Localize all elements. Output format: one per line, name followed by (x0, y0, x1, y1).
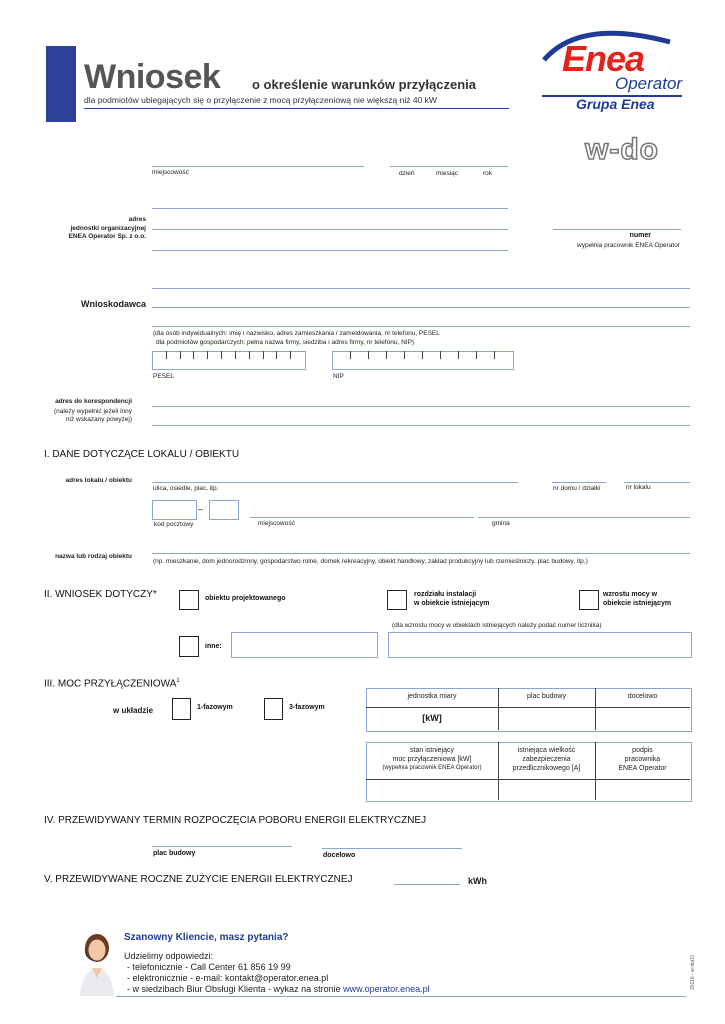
meter-number-note: (dla wzrostu mocy w obiektach istniejących należy podać numer licznika) (392, 622, 602, 629)
correspondence-label: adres do korespondencji (55, 398, 132, 405)
object-type-label: nazwa lub rodzaj obiektu (55, 553, 132, 560)
flat-label: nr lokalu (626, 484, 651, 491)
footer-heading: Szanowny Kliencie, masz pytania? (124, 932, 289, 943)
place-line[interactable] (152, 166, 364, 167)
page-title: Wniosek (84, 58, 221, 96)
fuse-header: istniejąca wielkość zabezpieczenia przedlicznikowego [A] (512, 747, 581, 772)
existing-power-header: stan istniejący moc przyłączeniowa [kW] (wypełnia pracownik ENEA Operator) (382, 747, 482, 771)
consumption-line[interactable] (394, 884, 460, 885)
digit-tick (476, 351, 477, 359)
existing-table-rule (366, 779, 690, 780)
month-label: miesiąc (436, 170, 459, 177)
side-code: 20110 - w-do(1) (690, 955, 696, 990)
digit-tick (180, 351, 181, 359)
applicant-line-3[interactable] (152, 326, 690, 327)
power-target-input[interactable] (597, 709, 689, 729)
object-type-line[interactable] (152, 553, 690, 554)
house-line[interactable] (552, 482, 606, 483)
consultant-photo-icon (78, 930, 116, 996)
day-label: dzień (399, 170, 415, 177)
form-code: w-do (585, 133, 659, 166)
logo-main: Enea (562, 38, 645, 79)
city-label: miejscowość (258, 520, 295, 527)
digit-tick (440, 351, 441, 359)
digit-tick (386, 351, 387, 359)
digit-tick (494, 351, 495, 359)
footer-email: - elektronicznie - e-mail: kontakt@operator.enea.pl (127, 973, 329, 983)
section-1-title: I. DANE DOTYCZĄCE LOKALU / OBIEKTU (44, 449, 240, 460)
power-site-input[interactable] (500, 709, 593, 729)
unit-header: jednostka miary (407, 693, 457, 700)
footer-phone: - telefonicznie - Call Center 61 856 19 99 (127, 962, 291, 972)
installation-split-label: rozdziału instalacji w obiekcie istniejącym (414, 591, 490, 607)
other-checkbox[interactable] (179, 636, 199, 657)
object-type-note: (np. mieszkanie, dom jednorodzinny, gospodarstwo rolne, domek rekreacyjny, obiekt handlowy, zakład produkcyjny lub rzemieślniczy, plac budowy, itp.) (153, 558, 588, 565)
start-site-label: plac budowy (153, 850, 196, 857)
correspondence-line-1[interactable] (152, 406, 690, 407)
unit-address-line-1[interactable] (152, 208, 508, 209)
digit-tick (276, 351, 277, 359)
object-address-label: adres lokalu / obiektu (65, 477, 132, 484)
system-label: w układzie (113, 706, 154, 715)
digit-tick (404, 351, 405, 359)
phase3-checkbox[interactable] (264, 698, 283, 720)
sign-header: podpis pracownika ENEA Operator (618, 747, 667, 772)
start-target-label: docelowo (323, 852, 356, 859)
consultant-avatar (78, 930, 116, 996)
digit-tick (221, 351, 222, 359)
number-note: wypełnia pracownik ENEA Operator (577, 242, 680, 249)
applicant-line-1[interactable] (152, 288, 690, 289)
year-label: rok (483, 170, 493, 177)
page-title-rest: o określenie warunków przyłączenia (252, 77, 476, 92)
flat-line[interactable] (624, 482, 690, 483)
projected-object-label: obiektu projektowanego (205, 595, 286, 602)
title-bar (46, 46, 76, 122)
digit-tick (422, 351, 423, 359)
unit-address-label: adres jednostki organizacyjnej ENEA Operator Sp. z o.o. (68, 216, 146, 240)
unit-address-line-2[interactable] (152, 229, 508, 230)
number-label: numer (629, 232, 651, 239)
postal-code-field-2[interactable] (209, 500, 239, 520)
enea-logo (540, 24, 685, 114)
correspondence-note: (należy wypełnić jeżeli inny niż wskazany powyżej) (53, 408, 132, 423)
digit-tick (166, 351, 167, 359)
applicant-note-1: (dla osób indywidualnych: imię i nazwisko, adres zamieszkania / zameldowania, nr telefonu, PESEL (153, 330, 440, 337)
power-increase-label: wzrostu mocy w obiekcie istniejącym (603, 591, 672, 607)
power-increase-checkbox[interactable] (579, 590, 599, 610)
street-line[interactable] (152, 482, 518, 483)
digit-tick (235, 351, 236, 359)
digit-tick (207, 351, 208, 359)
section-4-title: IV. PRZEWIDYWANY TERMIN ROZPOCZĘCIA POBORU ENERGII ELEKTRYCZNEJ (44, 815, 427, 826)
projected-object-checkbox[interactable] (179, 590, 199, 610)
unit-kw: [kW] (422, 713, 442, 723)
street-label: ulica, osiedle, plac, itp. (153, 485, 219, 492)
kwh-label: kWh (468, 876, 487, 886)
city-line[interactable] (250, 517, 474, 518)
digit-tick (350, 351, 351, 359)
section-3-title: III. MOC PRZYŁĄCZENIOWA$^1$ (44, 678, 180, 690)
footer-url-link[interactable]: www.operator.enea.pl (343, 984, 430, 994)
pesel-ticks (152, 351, 304, 359)
footer-intro: Udzielimy odpowiedzi: (124, 951, 214, 961)
power-table-head-rule (366, 707, 690, 708)
applicant-label: Wnioskodawca (80, 299, 146, 309)
applicant-line-2[interactable] (152, 307, 690, 308)
phase1-label: 1-fazowym (197, 704, 233, 711)
unit-address-line-3[interactable] (152, 250, 508, 251)
installation-split-checkbox[interactable] (387, 590, 407, 610)
header-rule (84, 108, 509, 109)
footer-rule (116, 996, 686, 997)
digit-tick (458, 351, 459, 359)
phase1-checkbox[interactable] (172, 698, 191, 720)
digit-tick (368, 351, 369, 359)
section-5-title: V. PRZEWIDYWANE ROCZNE ZUŻYCIE ENERGII ELEKTRYCZNEJ (44, 874, 353, 885)
postal-code-field-1[interactable] (152, 500, 197, 520)
page-subtitle: dla podmiotów ubiegających się o przyłączenie z mocą przyłączeniową nie większą niż 40 kW (84, 95, 437, 105)
house-label: nr domu / działki (553, 485, 601, 492)
start-target-line[interactable] (322, 848, 462, 849)
digit-tick (193, 351, 194, 359)
digit-tick (249, 351, 250, 359)
section-2-title: II. WNIOSEK DOTYCZY* (44, 589, 157, 600)
footer-office: - w siedzibach Biur Obsługi Klienta - wykaz na stronie www.operator.enea.pl (127, 984, 430, 994)
digit-tick (263, 351, 264, 359)
place-label: miejscowość (152, 169, 189, 176)
other-label: inne: (205, 643, 222, 650)
postal-label: kod pocztowy (154, 521, 194, 528)
logo-operator: Operator (615, 74, 683, 93)
nip-ticks (332, 351, 512, 359)
logo-group: Grupa Enea (576, 96, 655, 112)
correspondence-line-2[interactable] (152, 425, 690, 426)
applicant-note-2: dla podmiotów gospodarczych: pełna nazwa firmy, siedziba i adres firmy, nr telefonu, NIP) (156, 339, 415, 346)
start-site-line[interactable] (152, 846, 292, 847)
other-input[interactable] (231, 632, 378, 658)
site-header: plac budowy (527, 693, 566, 700)
target-header: docelowo (627, 693, 658, 700)
pesel-label: PESEL (153, 373, 174, 380)
commune-line[interactable] (478, 517, 690, 518)
number-line[interactable] (553, 229, 681, 230)
date-line[interactable] (390, 166, 508, 167)
postal-dash: – (198, 504, 204, 514)
digit-tick (290, 351, 291, 359)
nip-label: NIP (333, 373, 344, 380)
commune-label: gmina (492, 520, 510, 527)
meter-number-input[interactable] (388, 632, 692, 658)
phase3-label: 3-fazowym (289, 704, 325, 711)
